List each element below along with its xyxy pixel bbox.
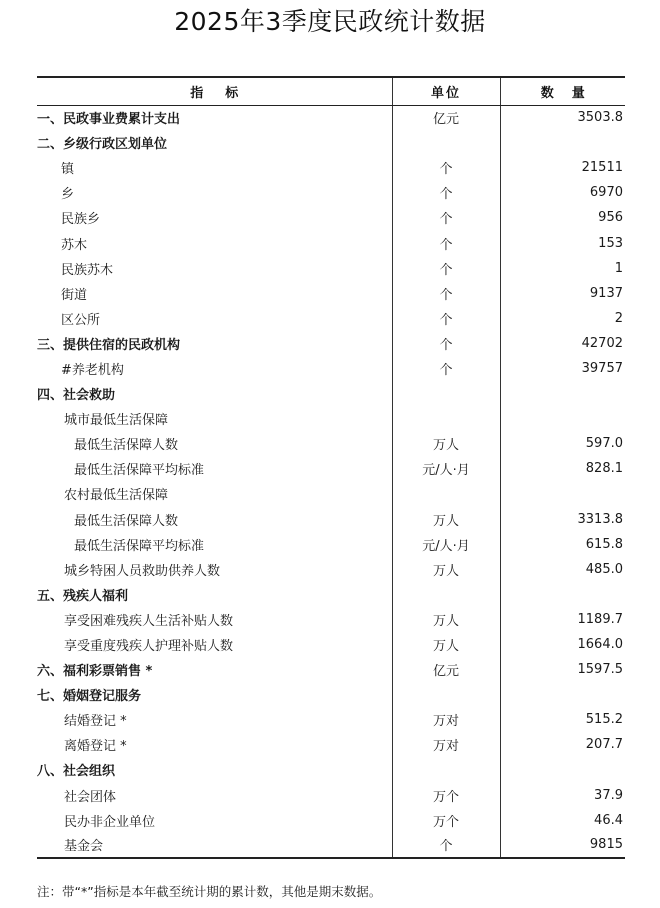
indicator-cell: 结婚登记 *: [64, 714, 127, 730]
value-cell: 1597.5: [577, 662, 623, 678]
unit-cell: [392, 381, 500, 406]
table-section-row: [37, 381, 625, 406]
unit-cell: 万人: [392, 632, 500, 657]
unit-cell: 万对: [392, 707, 500, 732]
indicator-cell: 民办非企业单位: [64, 814, 156, 830]
unit-cell: 个: [392, 155, 500, 180]
footnote: 注：带“*”指标是本年截至统计期的累计数，其他是期末数据。: [37, 884, 382, 899]
unit-cell: [392, 130, 500, 155]
table-section-row: [37, 105, 625, 130]
value-cell: 21511: [581, 160, 623, 176]
unit-cell: 个: [392, 281, 500, 306]
indicator-cell: 二、乡级行政区划单位: [37, 137, 168, 153]
table-row: [37, 808, 625, 833]
indicator-cell: 街道: [61, 287, 88, 303]
table-row: [37, 230, 625, 255]
unit-cell: 万对: [392, 732, 500, 757]
value-cell: [500, 757, 625, 782]
value-cell: 828.1: [585, 461, 623, 477]
table-section-row: [37, 657, 625, 682]
unit-cell: 个: [392, 205, 500, 230]
table-row: [37, 281, 625, 306]
indicator-cell: 民族苏木: [61, 262, 114, 278]
table-section-row: [37, 582, 625, 607]
unit-cell: 个: [392, 230, 500, 255]
value-cell: 9137: [589, 285, 623, 301]
unit-cell: 万人: [392, 431, 500, 456]
value-cell: 9815: [500, 833, 625, 858]
value-cell: [500, 481, 625, 506]
unit-cell: 个: [392, 833, 500, 858]
indicator-cell: 农村最低生活保障: [64, 488, 169, 504]
table-row: [37, 456, 625, 481]
value-cell: 1: [614, 260, 623, 276]
indicator-cell: 镇: [61, 162, 75, 178]
value-cell: 39757: [581, 360, 623, 376]
table-row: [37, 732, 625, 757]
value-cell: 3503.8: [577, 110, 623, 126]
value-cell: 1664.0: [577, 637, 623, 653]
value-cell: 956: [598, 210, 623, 226]
table-row: [37, 431, 625, 456]
unit-cell: 万人: [392, 557, 500, 582]
value-cell: 153: [598, 235, 623, 251]
indicator-cell: 社会团体: [64, 789, 117, 805]
indicator-cell: 最低生活保障人数: [74, 438, 179, 454]
header-unit: 单位: [392, 77, 500, 105]
indicator-cell: 八、社会组织: [37, 764, 116, 780]
indicator-cell: #养老机构: [61, 362, 124, 378]
table-section-row: [37, 331, 625, 356]
unit-cell: [392, 582, 500, 607]
indicator-cell: 三、提供住宿的民政机构: [37, 337, 181, 353]
indicator-cell: 一、民政事业费累计支出: [37, 112, 181, 128]
page-title: 2025年3季度民政统计数据: [174, 7, 486, 36]
value-cell: [500, 381, 625, 406]
value-cell: 42702: [581, 335, 623, 351]
table-row: [37, 557, 625, 582]
indicator-cell: 乡: [61, 187, 75, 203]
unit-cell: 亿元: [392, 105, 500, 130]
unit-cell: [392, 481, 500, 506]
indicator-cell: 苏木: [61, 237, 88, 253]
unit-cell: [392, 406, 500, 431]
indicator-cell: 四、社会救助: [37, 388, 116, 404]
value-cell: [500, 130, 625, 155]
value-cell: 1189.7: [577, 611, 623, 627]
value-cell: 2: [614, 310, 623, 326]
value-cell: [500, 406, 625, 431]
table-row: [37, 632, 625, 657]
table-header-row: [37, 77, 625, 105]
table-section-row: [37, 130, 625, 155]
table-row: [37, 607, 625, 632]
value-cell: 6970: [589, 185, 623, 201]
unit-cell: 元/人·月: [392, 456, 500, 481]
header-value: 数量: [500, 77, 625, 105]
value-cell: 207.7: [585, 737, 623, 753]
table-row: [37, 532, 625, 557]
unit-cell: 个: [392, 180, 500, 205]
table-row: [37, 406, 625, 431]
unit-cell: 个: [392, 331, 500, 356]
value-cell: 485.0: [585, 561, 623, 577]
unit-cell: 个: [392, 356, 500, 381]
indicator-cell: 六、福利彩票销售 *: [37, 664, 153, 680]
indicator-cell: 离婚登记 *: [64, 739, 127, 755]
table-row: [37, 155, 625, 180]
indicator-cell: 享受重度残疾人护理补贴人数: [64, 639, 234, 655]
value-cell: 37.9: [594, 787, 623, 803]
table-row: [37, 256, 625, 281]
header-indicator: 指标: [37, 77, 392, 105]
indicator-cell: 基金会: [37, 833, 392, 858]
unit-cell: 个: [392, 256, 500, 281]
table-row: [37, 481, 625, 506]
indicator-cell: 五、残疾人福利: [37, 588, 129, 604]
unit-cell: 万个: [392, 783, 500, 808]
indicator-cell: 七、婚姻登记服务: [37, 689, 142, 705]
table-row: [37, 180, 625, 205]
table-row: [37, 205, 625, 230]
indicator-cell: 享受困难残疾人生活补贴人数: [64, 613, 234, 629]
table-section-row: [37, 682, 625, 707]
indicator-cell: 城市最低生活保障: [64, 413, 169, 429]
indicator-cell: 区公所: [61, 312, 101, 328]
table-row: [37, 356, 625, 381]
unit-cell: 万人: [392, 607, 500, 632]
value-cell: 597.0: [585, 436, 623, 452]
indicator-cell: 城乡特困人员救助供养人数: [64, 563, 221, 579]
value-cell: 515.2: [585, 712, 623, 728]
indicator-cell: 最低生活保障平均标准: [74, 538, 205, 554]
value-cell: 615.8: [585, 536, 623, 552]
unit-cell: 万人: [392, 507, 500, 532]
table-row: [37, 707, 625, 732]
indicator-cell: 最低生活保障平均标准: [74, 463, 205, 479]
table-section-row: [37, 757, 625, 782]
statistics-table: [37, 76, 625, 859]
indicator-cell: 民族乡: [61, 212, 101, 228]
table-row: [37, 507, 625, 532]
unit-cell: 亿元: [392, 657, 500, 682]
unit-cell: 个: [392, 306, 500, 331]
value-cell: 46.4: [594, 812, 623, 828]
unit-cell: 万个: [392, 808, 500, 833]
value-cell: [500, 582, 625, 607]
unit-cell: 元/人·月: [392, 532, 500, 557]
table-row: [37, 306, 625, 331]
statistics-table-container: [37, 76, 625, 859]
value-cell: [500, 682, 625, 707]
unit-cell: [392, 757, 500, 782]
unit-cell: [392, 682, 500, 707]
table-row: [37, 783, 625, 808]
table-body: [37, 105, 625, 858]
value-cell: 3313.8: [577, 511, 623, 527]
table-row: [37, 833, 625, 858]
indicator-cell: 最低生活保障人数: [74, 513, 179, 529]
